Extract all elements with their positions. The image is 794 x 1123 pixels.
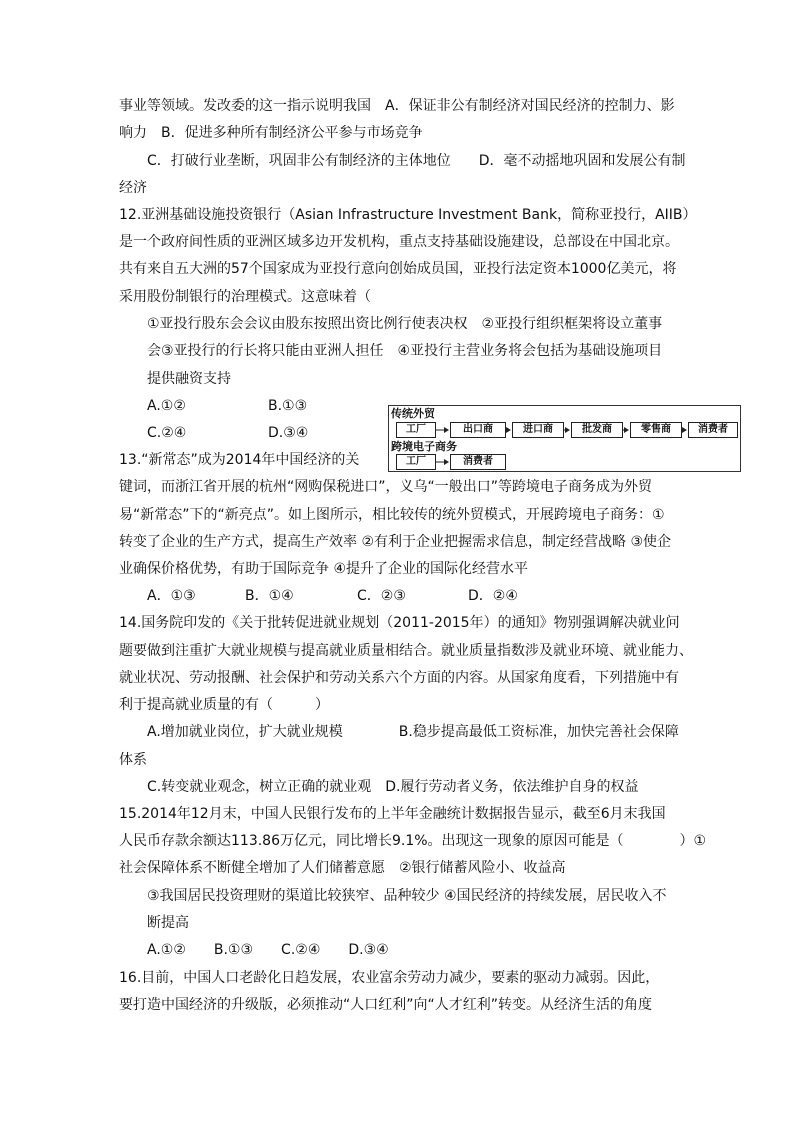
text-line: ③我国居民投资理财的渠道比较狭窄、品种较少 ④国民经济的持续发展，居民收入不 <box>147 888 667 904</box>
text-line: 断提高 <box>147 915 189 931</box>
cross-border-box-0: 工厂 <box>396 454 436 470</box>
traditional-arrow-head-4 <box>624 427 629 433</box>
question-15: 15.2014年12月末，中国人民银行发布的上半年金融统计数据报告显示，截至6月末我国 <box>119 806 666 822</box>
q13-option-a: A．①③ <box>147 588 196 604</box>
question-12: 12.亚洲基础设施投资银行（Asian Infrastructure Investment Bank，简称亚投行，AIIB） <box>119 207 697 223</box>
diagram-arrows <box>389 406 740 471</box>
q12-option-a: A.①② <box>147 398 186 414</box>
text-line: C.转变就业观念，树立正确的就业观 D.履行劳动者义务，依法维护自身的权益 <box>147 779 639 795</box>
traditional-arrow-head-3 <box>565 427 570 433</box>
trade-mode-diagram <box>388 405 741 472</box>
traditional-box-2: 进口商 <box>512 422 564 438</box>
traditional-arrow-head-2 <box>506 427 511 433</box>
text-line: 是一个政府间性质的亚洲区域多边开发机构，重点支持基础设施建设，总部设在中国北京。 <box>119 234 679 250</box>
q12-option-c: C.②④ <box>147 425 187 441</box>
text-line: 会③亚投行的行长将只能由亚洲人担任 ④亚投行主营业务将会包括为基础设施项目 <box>147 343 663 359</box>
q13-option-b: B．①④ <box>245 588 294 604</box>
text-line: 采用股份制银行的治理模式。这意味着（ <box>119 289 371 305</box>
text-line: C．打破行业垄断，巩固非公有制经济的主体地位 D．毫不动摇地巩固和发展公有制 <box>147 153 686 169</box>
text-line: 键词，而浙江省开展的杭州“网购保税进口”，义乌“一般出口”等跨境电子商务成为外贸 <box>119 479 653 495</box>
text-line: 经济 <box>119 180 147 196</box>
traditional-box-4: 零售商 <box>630 422 682 438</box>
traditional-box-5: 消费者 <box>688 422 738 438</box>
text-line: 社会保障体系不断健全增加了人们储蓄意愿 ②银行储蓄风险小、收益高 <box>119 860 566 876</box>
q12-option-b: B.①③ <box>268 398 308 414</box>
traditional-arrow-head-1 <box>444 427 449 433</box>
traditional-box-0: 工厂 <box>396 422 436 438</box>
q13-option-c: C．②③ <box>357 588 406 604</box>
text-line: 利于提高就业质量的有（ ） <box>119 697 329 713</box>
traditional-box-3: 批发商 <box>571 422 623 438</box>
text-line: 业确保价格优势，有助于国际竞争 ④提升了企业的国际化经营水平 <box>119 561 528 577</box>
q12-option-d: D.③④ <box>268 425 309 441</box>
text-line: 转变了企业的生产方式，提高生产效率 ②有利于企业把握需求信息，制定经营战略 ③使企 <box>119 534 671 550</box>
q15-options: A.①② B.①③ C.②④ D.③④ <box>147 942 389 958</box>
traditional-trade-label: 传统外贸 <box>391 407 435 420</box>
q13-option-d: D．②④ <box>468 588 518 604</box>
question-16: 16.目前，中国人口老龄化日趋发展，农业富余劳动力减少，要素的驱动力减弱。因此， <box>119 970 660 986</box>
text-line: 体系 <box>119 752 147 768</box>
text-line: 题要做到注重扩大就业规模与提高就业质量相结合。就业质量指数涉及就业环境、就业能力、 <box>119 643 693 659</box>
traditional-arrow-head-5 <box>682 427 687 433</box>
text-line: 提供融资支持 <box>147 371 231 387</box>
traditional-box-1: 出口商 <box>450 422 506 438</box>
text-line: 人民币存款余额达113.86万亿元，同比增长9.1%。出现这一现象的原因可能是（ ）① <box>119 833 707 849</box>
cross-border-box-1: 消费者 <box>450 454 506 470</box>
cross-border-arrow-head-1 <box>444 459 449 465</box>
question-14: 14.国务院印发的《关于批转促进就业规划（2011-2015年）的通知》物别强调解决就业问 <box>119 615 680 631</box>
text-line: ①亚投行股东会会议由股东按照出资比例行使表决权 ②亚投行组织框架将设立董事 <box>147 316 663 332</box>
cross-border-label: 跨境电子商务 <box>391 440 457 453</box>
text-line: 共有来自五大洲的57个国家成为亚投行意向创始成员国，亚投行法定资本1000亿美元，将 <box>119 261 677 277</box>
question-13: 13.“新常态”成为2014年中国经济的关 <box>119 452 360 468</box>
text-line: A.增加就业岗位，扩大就业规模 B.稳步提高最低工资标准，加快完善社会保障 <box>147 724 679 740</box>
text-line: 要打造中国经济的升级版，必须推动“人口红利”向“人才红利”转变。从经济生活的角度 <box>119 997 653 1013</box>
text-line: 响力 B．促进多种所有制经济公平参与市场竞争 <box>119 125 423 141</box>
text-line: 易“新常态”下的“新亮点”。如上图所示，相比较传的统外贸模式，开展跨境电子商务：① <box>119 507 665 523</box>
text-line: 事业等领域。发改委的这一指示说明我国 A．保证非公有制经济对国民经济的控制力、影 <box>119 98 675 114</box>
text-line: 就业状况、劳动报酬、社会保护和劳动关系六个方面的内容。从国家角度看，下列措施中有 <box>119 670 679 686</box>
